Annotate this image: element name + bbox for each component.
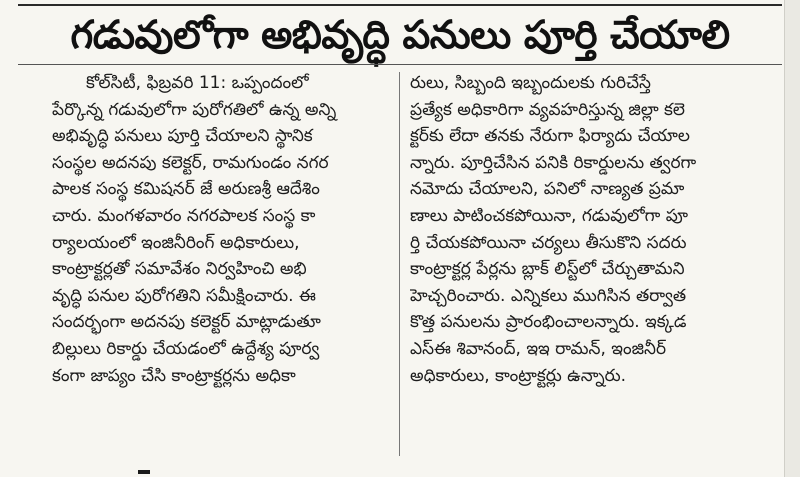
body-line: న్నారు. పూర్తిచేసిన పనికి రికార్డులను త్వరగా xyxy=(410,152,697,173)
body-line: వృద్ధి పనుల పురోగతిని సమీక్షించారు. ఈ xyxy=(52,285,316,306)
body-line: అధికారులు, కాంట్రాక్టర్లు ఉన్నారు. xyxy=(410,365,626,386)
body-line: కంగా జాప్యం చేసి కాంట్రాక్టర్లను అధికా xyxy=(52,365,296,386)
body-line: పాలక సంస్థ కమిషనర్ జే అరుణశ్రీ ఆదేశిం xyxy=(52,179,320,200)
body-line: చారు. మంగళవారం నగరపాలక సంస్థ కా xyxy=(52,205,316,226)
body-line: సంస్థల అదనపు కలెక్టర్, రామగుండం నగర xyxy=(52,152,329,173)
page-edge xyxy=(784,0,800,477)
body-line: ర్తి చేయకపోయినా చర్యలు తీసుకొని సదరు xyxy=(410,232,687,253)
body-line: ణాలు పాటించకపోయినా, గడువులోగా పూ xyxy=(410,205,688,226)
column-divider xyxy=(399,72,400,456)
body-line: కాంట్రాక్టర్ల పేర్లను బ్లాక్ లిస్ట్‌లో చేర్చుతామని xyxy=(410,259,685,280)
headline: గడువులోగా అభివృద్ధి పనులు పూర్తి చేయాలి xyxy=(70,13,730,58)
body-line: బిల్లులు రికార్డు చేయడంలో ఉద్దేశ్య పూర్వ xyxy=(52,338,320,359)
body-line: ర్యాలయంలో ఇంజినీరింగ్ అధికారులు, xyxy=(52,232,300,253)
body-line: అభివృద్ధి పనులు పూర్తి చేయాలని స్థానిక xyxy=(52,126,313,147)
body-line: కొత్త పనులను ప్రారంభించాలన్నారు. ఇక్కడ xyxy=(410,312,687,333)
body-line: హెచ్చరించారు. ఎన్నికలు ముగిసిన తర్వాత xyxy=(410,285,687,306)
body-line: క్టర్‌కు లేదా తనకు నేరుగా ఫిర్యాదు చేయాల xyxy=(410,126,690,147)
top-rule xyxy=(18,4,782,6)
next-article-mark xyxy=(138,470,150,474)
headline-rule xyxy=(18,64,782,65)
body-line: కోల్‌సిటీ, ఫిబ్రవరి 11: ఒప్పందంలో xyxy=(86,73,309,93)
right-column xyxy=(410,70,758,389)
body-line: నమోదు చేయాలని, పనిలో నాణ్యత ప్రమా xyxy=(410,179,685,200)
body-line: కాంట్రాక్టర్లతో సమావేశం నిర్వహించి అభి xyxy=(52,259,307,280)
body-line: ప్రత్యేక అధికారిగా వ్యవహరిస్తున్న జిల్లా కలె xyxy=(410,99,685,120)
left-column xyxy=(52,70,390,389)
body-line: సందర్భంగా అదనపు కలెక్టర్ మాట్లాడుతూ xyxy=(52,312,321,333)
body-line: రులు, సిబ్బంది ఇబ్బందులకు గురిచేస్తే xyxy=(410,73,651,93)
body-line: పేర్కొన్న గడువులోగా పురోగతిలో ఉన్న అన్ని xyxy=(52,99,337,120)
body-line: ఎస్ఈ శివానంద్, ఇఇ రామన్, ఇంజినీర్ xyxy=(410,338,667,359)
